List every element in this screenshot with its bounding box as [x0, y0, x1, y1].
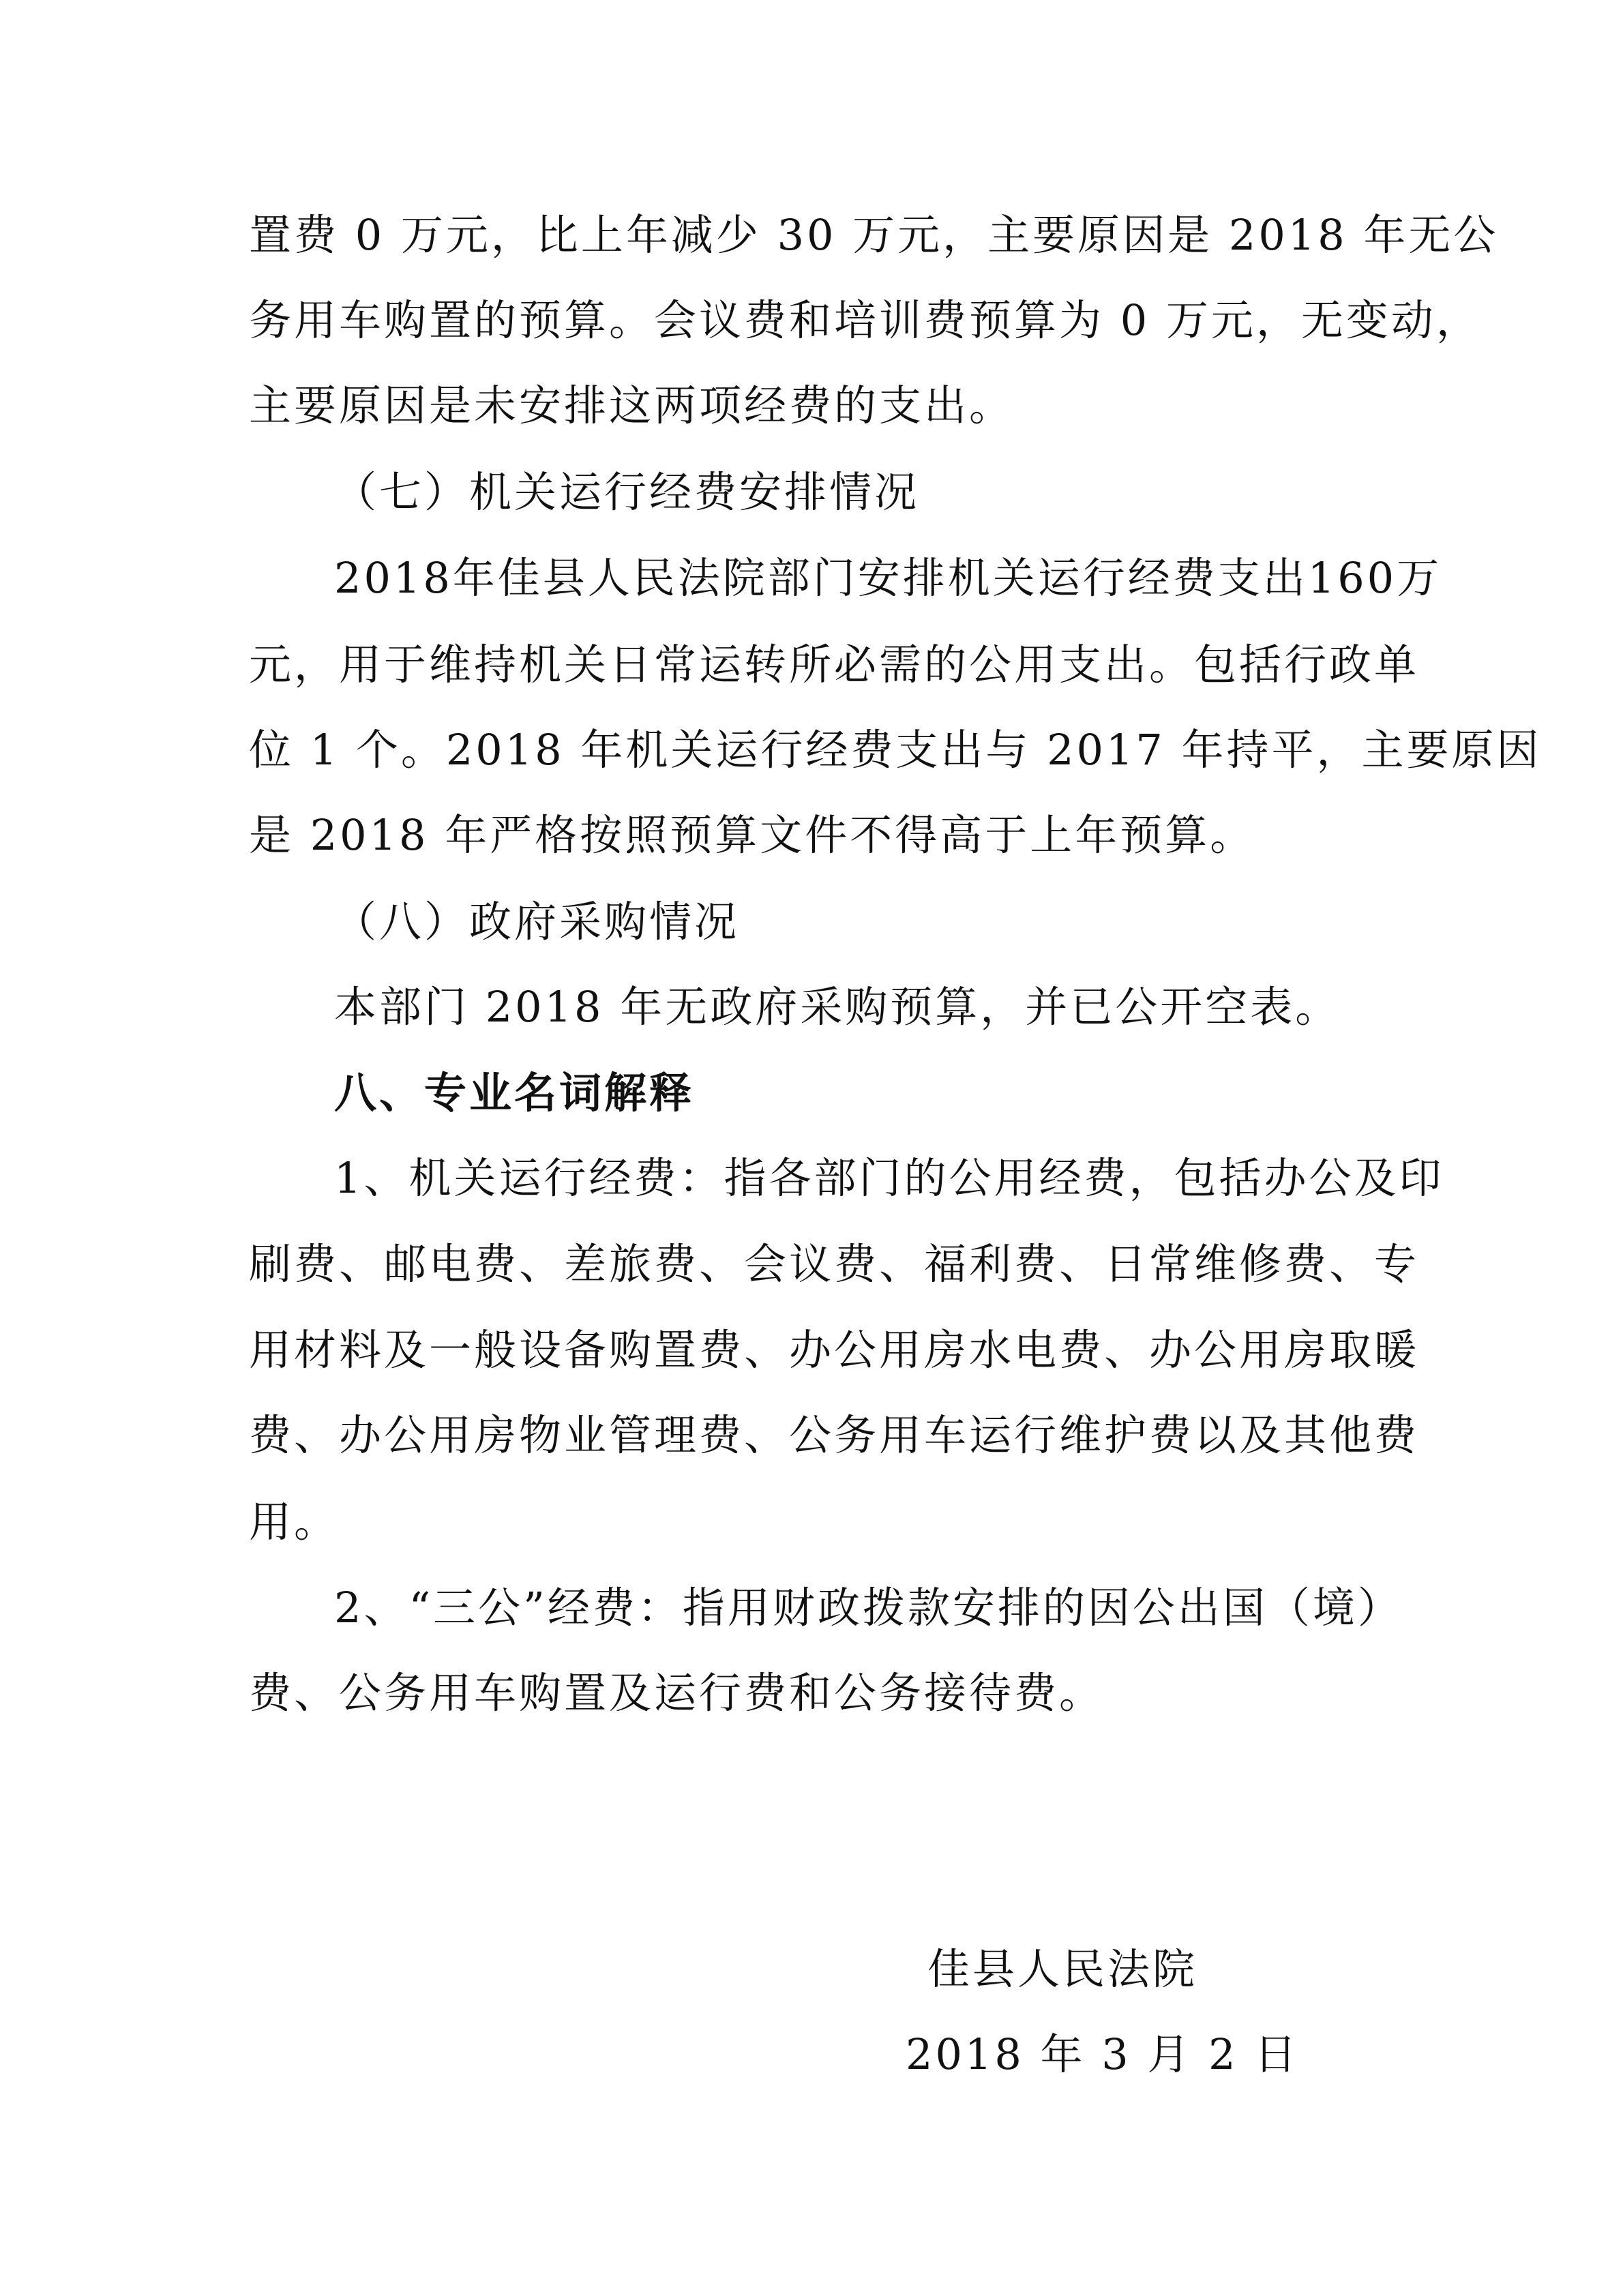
- body-line: 费、办公用房物业管理费、公务用车运行维护费以及其他费: [249, 1410, 1420, 1460]
- body-line: 用材料及一般设备购置费、办公用房水电费、办公用房取暖: [249, 1325, 1420, 1375]
- section-heading-7: （七）机关运行经费安排情况: [334, 467, 920, 517]
- body-line: 1、机关运行经费：指各部门的公用经费，包括办公及印: [334, 1153, 1444, 1203]
- body-line: 2018年佳县人民法院部门安排机关运行经费支出160万: [334, 553, 1442, 603]
- body-line: 务用车购置的预算。会议费和培训费预算为 0 万元，无变动，: [249, 295, 1481, 345]
- body-line: 本部门 2018 年无政府采购预算，并已公开空表。: [334, 982, 1341, 1032]
- body-line: 用。: [249, 1497, 340, 1547]
- body-line: 费、公务用车购置及运行费和公务接待费。: [249, 1668, 1105, 1718]
- body-line: 置费 0 万元，比上年减少 30 万元，主要原因是 2018 年无公: [249, 210, 1499, 260]
- body-line: 2、“三公”经费：指用财政拨款安排的因公出国（境）: [334, 1583, 1403, 1632]
- signature-date: 2018 年 3 月 2 日: [906, 2029, 1300, 2079]
- body-line: 位 1 个。2018 年机关运行经费支出与 2017 年持平，主要原因: [249, 725, 1542, 775]
- body-line: 刷费、邮电费、差旅费、会议费、福利费、日常维修费、专: [249, 1239, 1420, 1289]
- body-line: 主要原因是未安排这两项经费的支出。: [249, 381, 1015, 430]
- section-heading-8: （八）政府采购情况: [334, 897, 740, 946]
- body-line: 是 2018 年严格按照预算文件不得高于上年预算。: [249, 810, 1255, 860]
- chapter-heading: 八、专业名词解释: [334, 1068, 695, 1118]
- signature-organization: 佳县人民法院: [927, 1944, 1198, 1994]
- body-line: 元，用于维持机关日常运转所必需的公用支出。包括行政单: [249, 640, 1420, 689]
